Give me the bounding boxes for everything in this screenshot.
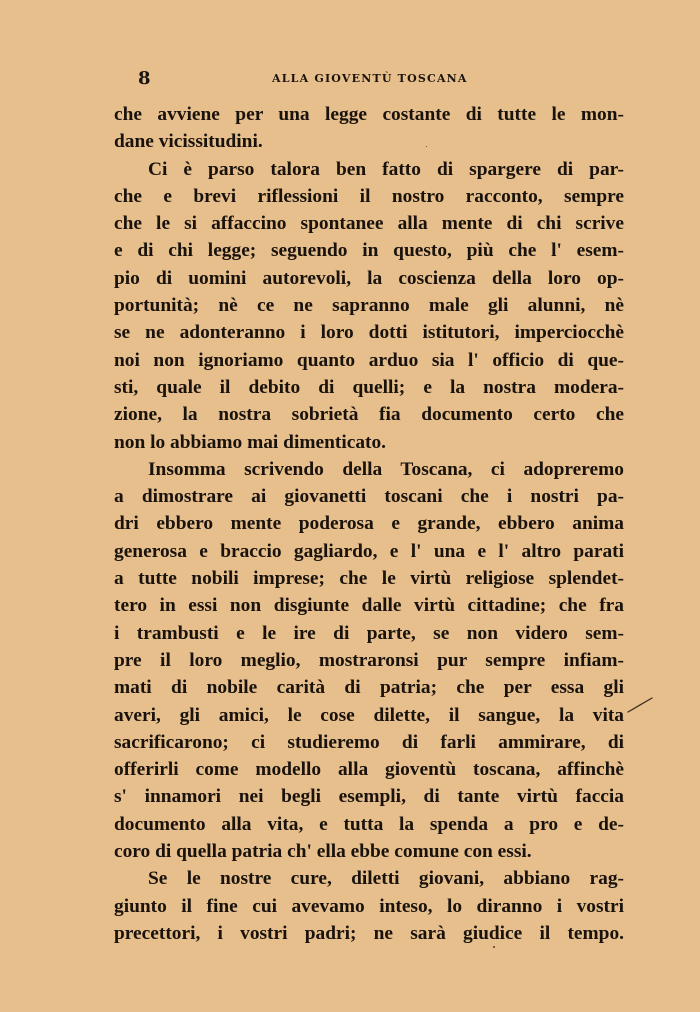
- body-text: [114, 101, 624, 947]
- text-line: portunità; nè ce ne sapranno male gli alunni, nè: [114, 295, 624, 317]
- text-line: e di chi legge; seguendo in questo, più che l' esem-: [114, 240, 624, 262]
- ink-speck: [426, 146, 427, 147]
- text-line: a dimostrare ai giovanetti toscani che i nostri pa-: [114, 486, 624, 508]
- pencil-mark-icon: [626, 695, 654, 715]
- text-line: noi non ignoriamo quanto arduo sia l' officio di que-: [114, 349, 624, 371]
- text-line: documento alla vita, e tutta la spenda a pro e de-: [114, 813, 624, 835]
- text-line: i trambusti e le ire di parte, se non videro sem-: [114, 622, 624, 644]
- text-line: zione, la nostra sobrietà fia documento certo che: [114, 404, 624, 426]
- text-line: sti, quale il debito di quelli; e la nostra modera-: [114, 376, 624, 398]
- text-line: tero in essi non disgiunte dalle virtù cittadine; che fra: [114, 595, 624, 617]
- running-head: [114, 68, 624, 90]
- text-line: sacrificarono; ci studieremo di farli ammirare, di: [114, 731, 624, 753]
- text-line: che e brevi riflessioni il nostro racconto, sempre: [114, 185, 624, 207]
- text-line: a tutte nobili imprese; che le virtù religiose splendet-: [114, 568, 624, 590]
- text-line: dri ebbero mente poderosa e grande, ebbero anima: [114, 513, 624, 535]
- running-title: ALLA GIOVENTÙ TOSCANA: [272, 72, 468, 85]
- text-line: se ne adonteranno i loro dotti istitutori, imperciocchè: [114, 322, 624, 344]
- text-line: dane vicissitudini.: [114, 131, 263, 153]
- text-line: Ci è parso talora ben fatto di spargere di par-: [148, 158, 624, 180]
- page-number: 8: [138, 68, 151, 89]
- text-line: precettori, i vostri padri; ne sarà giudice il tempo.: [114, 922, 624, 944]
- text-line: generosa e braccio gagliardo, e l' una e l' altro parati: [114, 540, 624, 562]
- text-line: pre il loro meglio, mostraronsi pur sempre infiam-: [114, 649, 624, 671]
- text-line: Insomma scrivendo della Toscana, ci adopreremo: [148, 458, 624, 480]
- text-line: averi, gli amici, le cose dilette, il sangue, la vita: [114, 704, 624, 726]
- text-line: mati di nobile carità di patria; che per essa gli: [114, 677, 624, 699]
- ink-speck: [493, 946, 495, 948]
- text-line: coro di quella patria ch' ella ebbe comune con essi.: [114, 841, 532, 863]
- text-line: giunto il fine cui avevamo inteso, lo diranno i vostri: [114, 895, 624, 917]
- text-line: pio di uomini autorevoli, la coscienza della loro op-: [114, 267, 624, 289]
- text-line: che avviene per una legge costante di tutte le mon-: [114, 104, 624, 125]
- text-line: s' innamori nei begli esempli, di tante virtù faccia: [114, 786, 624, 808]
- text-line: che le si affaccino spontanee alla mente di chi scrive: [114, 213, 624, 235]
- text-line: offerirli come modello alla gioventù toscana, affinchè: [114, 759, 624, 781]
- text-line: non lo abbiamo mai dimenticato.: [114, 431, 387, 453]
- text-line: Se le nostre cure, diletti giovani, abbiano rag-: [148, 868, 624, 890]
